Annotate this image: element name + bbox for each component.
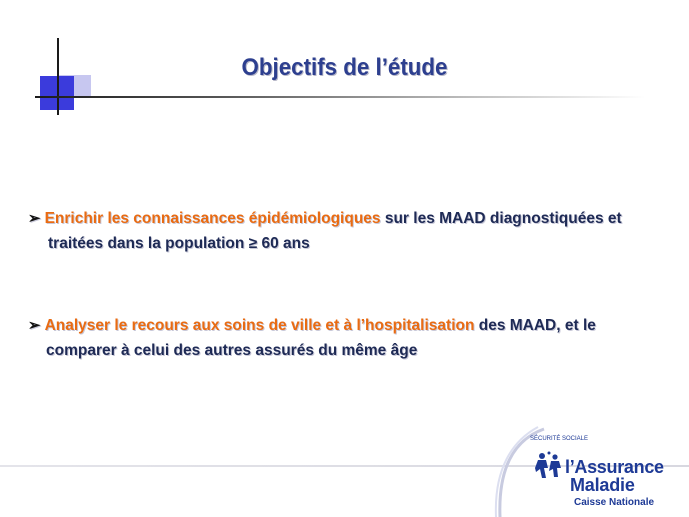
bullet-2 (28, 313, 660, 363)
bullet-1-highlight: Enrichir les connaissances épidémiologiques (44, 210, 381, 227)
logo-text-caisse: Caisse Nationale (574, 497, 655, 508)
bullet-1-line2: traitées dans la population ≥ 60 ans (48, 235, 310, 252)
bullet-2-line2: comparer à celui des autres assurés du même âge (46, 342, 418, 359)
arrow-bullet-icon: ➢ (28, 210, 41, 227)
bullet-1 (28, 206, 660, 256)
figures-emblem-icon (534, 450, 564, 482)
assurance-maladie-logo (528, 436, 688, 516)
arrow-bullet-icon: ➢ (28, 317, 41, 334)
slide-title: Objectifs de l’étude (241, 54, 448, 81)
bullet-2-text: des MAAD, et le (474, 317, 596, 334)
logo-arc-text: SÉCURITÉ SOCIALE (530, 436, 589, 442)
logo-text-maladie: Maladie (570, 475, 635, 495)
bullet-1-text: sur les MAAD diagnostiquées et (380, 210, 622, 227)
decor-horizontal-line (35, 96, 645, 98)
logo-text-assurance: l’Assurance (565, 457, 664, 477)
bullet-2-highlight: Analyser le recours aux soins de ville et à l’hospitalisation (44, 317, 475, 334)
